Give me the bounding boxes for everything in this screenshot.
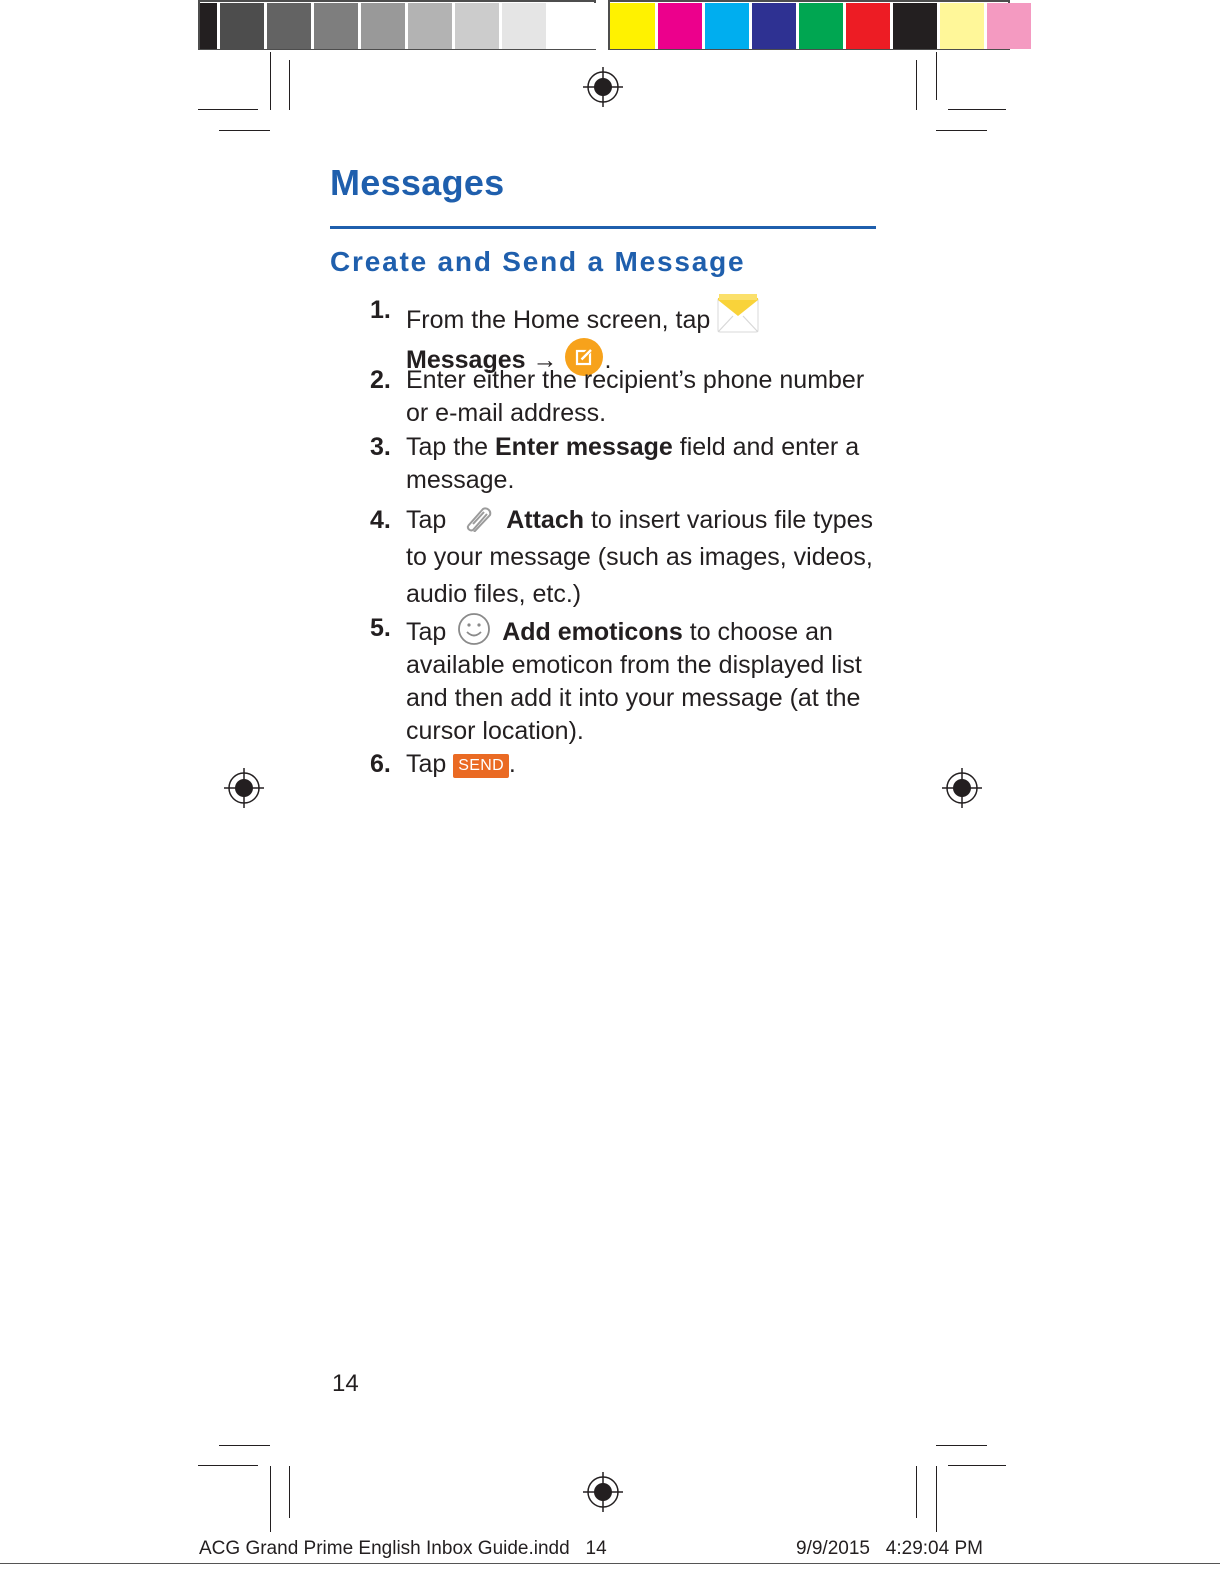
color-swatch [549, 3, 596, 49]
step-text [406, 612, 880, 748]
color-swatch [361, 3, 408, 49]
step-number: 5. [370, 614, 391, 642]
step-text-part: field and enter a message. [406, 433, 860, 494]
color-swatch [502, 3, 549, 49]
color-swatch [314, 3, 361, 49]
footer-filename: ACG Grand Prime English Inbox Guide.indd 14 [199, 1538, 607, 1559]
emoticon-icon [457, 612, 491, 646]
color-swatch [408, 3, 455, 49]
crop-mark [289, 1466, 290, 1518]
step-6 [370, 748, 880, 782]
crop-mark [948, 1465, 1006, 1466]
crop-mark [198, 109, 258, 110]
arrow-text: → [532, 346, 558, 374]
attach-label: Attach [506, 506, 585, 534]
step-text-part: From the Home screen, tap [406, 306, 711, 334]
step-text-part: Tap [406, 618, 447, 646]
grayscale-color-bar [200, 3, 596, 49]
color-swatch [987, 3, 1034, 49]
crop-mark [936, 52, 937, 100]
section-title: Create and Send a Message [330, 246, 746, 277]
enter-message-label: Enter message [494, 433, 673, 461]
crop-mark [936, 130, 987, 131]
crop-mark [270, 52, 271, 110]
attach-icon [459, 502, 493, 532]
step-text-part: to insert various file types to your message (such as images, videos, audio files, etc.) [406, 506, 874, 608]
step-3 [370, 431, 880, 497]
color-swatch [200, 3, 220, 49]
step-text [406, 748, 880, 781]
step-2 [370, 364, 880, 430]
crop-mark [219, 130, 270, 131]
color-swatch [799, 3, 846, 49]
registration-mark-icon [583, 1472, 623, 1512]
step-number: 1. [370, 296, 391, 324]
step-4 [370, 502, 880, 613]
crop-mark [289, 60, 290, 110]
step-end: . [604, 346, 612, 374]
step-1 [370, 294, 880, 374]
color-swatch [893, 3, 940, 49]
step-text-part: Tap [406, 506, 447, 534]
messages-app-icon [717, 294, 759, 334]
messages-label: Messages [406, 346, 526, 374]
footer-datetime: 9/9/2015 4:29:04 PM [796, 1538, 983, 1559]
crop-mark [270, 1466, 271, 1532]
color-swatch [752, 3, 799, 49]
step-text: Enter either the recipient’s phone number or e-mail address. [406, 366, 865, 427]
crop-mark [948, 109, 1006, 110]
color-swatch [705, 3, 752, 49]
crop-mark [936, 1466, 937, 1532]
step-text [406, 431, 880, 497]
crop-mark [916, 60, 917, 110]
color-swatch [267, 3, 314, 49]
registration-mark-icon [583, 67, 623, 107]
crop-mark [198, 1465, 258, 1466]
registration-mark-icon [942, 768, 982, 808]
title-divider [330, 226, 876, 229]
crop-mark [219, 1445, 270, 1446]
add-emoticons-label: Add emoticons [502, 618, 683, 646]
step-number: 2. [370, 366, 391, 394]
step-number: 6. [370, 750, 391, 778]
send-button: SEND [453, 754, 509, 778]
step-text-part: Tap [406, 750, 447, 778]
color-swatch [610, 3, 658, 49]
registration-mark-icon [224, 768, 264, 808]
crop-mark [936, 1445, 987, 1446]
step-text-part: Tap the [406, 433, 489, 461]
step-end: . [508, 750, 516, 778]
color-swatch [846, 3, 893, 49]
page-number: 14 [332, 1370, 359, 1397]
step-number: 3. [370, 433, 391, 461]
crop-mark [916, 1466, 917, 1518]
color-swatch [658, 3, 705, 49]
step-number: 4. [370, 506, 391, 534]
process-color-bar [610, 3, 1034, 49]
page-title: Messages [330, 162, 505, 203]
step-text-part: to choose an available emoticon from the displayed list and then add it into your message (at the cursor location). [406, 618, 862, 745]
color-swatch [455, 3, 502, 49]
color-swatch [940, 3, 987, 49]
footer-rule [0, 1563, 1220, 1564]
step-5 [370, 612, 880, 747]
color-swatch [220, 3, 267, 49]
step-text [406, 502, 880, 613]
